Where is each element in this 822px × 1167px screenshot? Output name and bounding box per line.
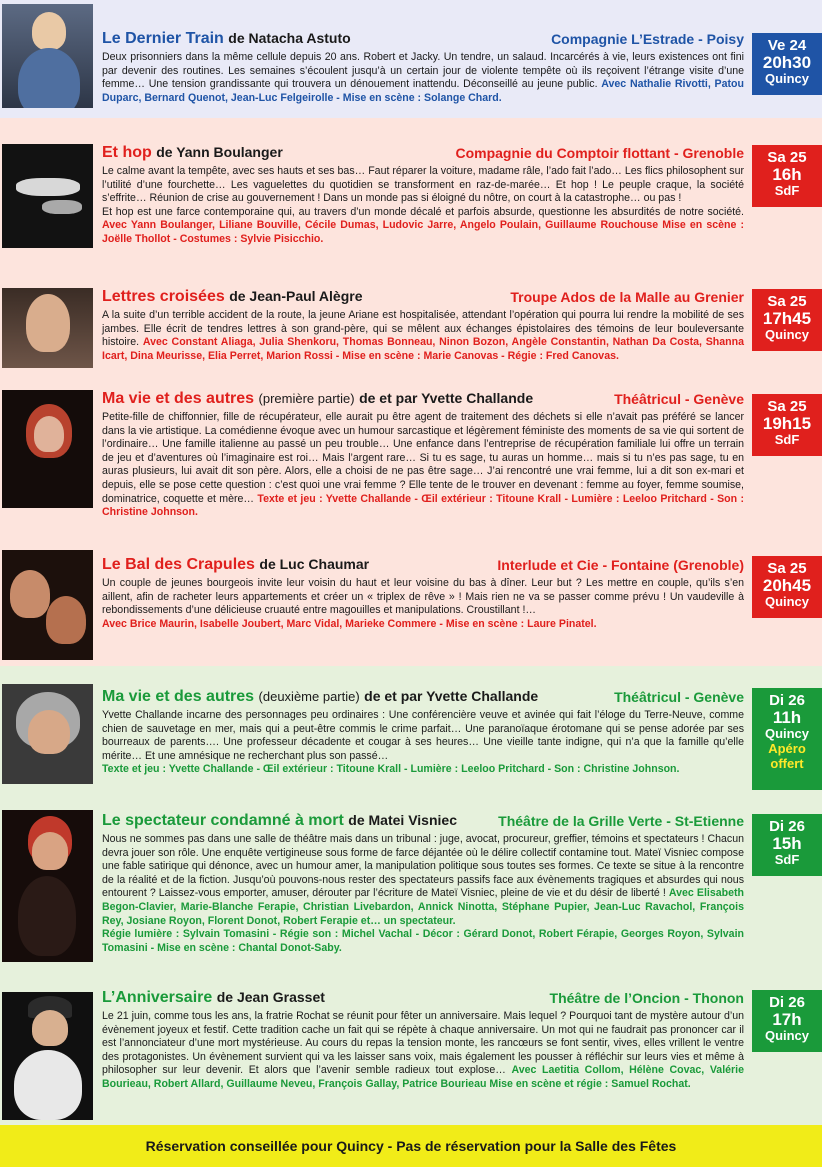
show-credits: Texte et jeu : Yvette Challande - Œil extérieur : Titoune Krall - Lumière : Leeloo Pritchard - Son : Christine Johnson. [102, 492, 744, 519]
show-description: Le 21 juin, comme tous les ans, la fratrie Rochat se réunit pour fêter un anniversaire. Mais lequel ? Pourquoi tant de mystère autour d’un évènement joyeux et festif. Cette tradition cache un fait qui se répète à chaque anniversaire. Un mot qui ne faudrait pas prononcer car il est l’annonciateur d’une mort mystérieuse. Au cours du repas la tension monte, les rancœurs se font sentir, vives, elles vrillent le ventre des protagonistes. Un évènement survient qui va les laisser sans voix, mais également les pousser à réfléchir sur leurs vies et même à philosopher sur leur devenir. Et alors que l’avenir semble radieux tout explose… [102, 1010, 744, 1077]
show-description: Nous ne sommes pas dans une salle de théâtre mais dans un tribunal : juge, avocat, procureur, greffier, témoins et spectateurs ! Chacun devra jouer son rôle. Une enquête vertigineuse sous forme de farce déjantée où le délire collectif contamine tout. Mateï Visniec compose une fable satirique qui dénonce, avec un humour amer, la manipulation politique sous toutes ses formes. Ce texte se situe à la rencontre de la réalité et de la fiction. Jusqu’où pouvons-nous rester des spectateurs passifs face aux évènements tragiques et absurdes qui nous entourent ? Laissez-vous emporter, amuser, dérouter par l’écriture de Mateï Visniec, pleine de vie et du désir de liberté ! [102, 833, 744, 900]
show-venue: Quincy [764, 71, 810, 86]
show-author: de et par Yvette Challande [364, 688, 539, 704]
show-content [102, 812, 744, 955]
show-description: Le calme avant la tempête, avec ses hauts et ses bas… Faut réparer la voiture, madame râle, l’ado fait l’ado… Les flics philosophent sur l’utilité d’une fourchette… Les vaguelettes du quotidien se transforment en raz-de-marée… Et hop ! Le peuple craque, la société s’effrite… Réunion de crise au gouvernement ! Dans un monde pas si éloigné du nôtre, on court à la catastrophe… ou pas ! [102, 165, 744, 205]
show-day: Di 26 [769, 994, 805, 1011]
show-date-badge [752, 394, 822, 456]
show-8 [0, 976, 822, 1125]
show-2 [0, 118, 822, 272]
show-description-2: Et hop est une farce contemporaine qui, au travers d’un monde décalé et parfois absurde, questionne les absurdités de notre société. [102, 205, 744, 218]
show-company: Théâtre de l’Oncion - Thonon [549, 990, 744, 1006]
show-venue: SdF [774, 183, 800, 198]
show-photo [2, 4, 93, 108]
show-description: Deux prisonniers dans la même cellule depuis 20 ans. Robert et Jacky. Un tendre, un salaud. Incarcérés à vie, leurs existences ont fini par devenir des routines. Les semaines s’écoulent jusqu’à un certain jour de violente tempête où ils reçoivent l’étrange visite d’une femme… Une tension grandissante qui trouvera un dénouement inattendu. Déconseillé au jeune public. [102, 51, 744, 91]
show-description: Petite-fille de chiffonnier, fille de récupérateur, elle aurait pu être agent de traitement des déchets si elle n’avait pas préféré se lancer dans la vie artistique. La comédienne évoque avec un humour sarcastique et légèrement féministe des moments de sa vie qui sortent de l’ordinaire… Une famille italienne au passé un peu trouble… Une enfance dans l’entreprise de récupération familiale lui offre un terrain de jeu et d’aventures où l’imaginaire est roi… Mais l’argent rare… Si tu es sage, tu auras un homme… mais si tu n’es pas sage, tu en auras plusieurs, lui avait dit son père. Alors, elle a choisi de ne pas être sage… J’ai rencontré une vrai femme, lui a dit son ex-mari et depuis, elle se pose cette question : c’est quoi une vrai femme ? Elle tente de le trouver en devenant : femme au foyer, femme soumise, dominatrice, coquette et mère… [102, 411, 744, 505]
show-day: Di 26 [769, 818, 805, 835]
show-credits: Avec Constant Aliaga, Julia Shenkoru, Thomas Bonneau, Ninon Bozon, Angèle Constantin, Nathan Da Costa, Shanna Icart, Dina Meurisse, Elia Perret, Marion Rossi - Mise en scène : Marie Canovas - Régie : Fred Canovas. [102, 336, 744, 362]
show-title: Le Bal des Crapules [102, 556, 255, 573]
show-time: 20h30 [762, 53, 812, 72]
show-1 [0, 0, 822, 118]
show-title: L’Anniversaire [102, 989, 213, 1006]
show-venue: Quincy [764, 327, 810, 342]
show-time: 20h45 [762, 576, 812, 595]
show-content [102, 144, 744, 247]
show-description: Yvette Challande incarne des personnages peu ordinaires : Une conférencière veuve et avinée qui fait l’éloge du Terre-Neuve, comme chien de sauvetage en mer, mais qui a peut-être commis le crime parfait… Une paranoïaque érotomane qui se pense adorée par ses bourreaux de parents…. Une professeur décadente et cougar à ses heures… Une vieille tante indigne, qui n’a que la famille qu’elle mérite… Et une amnésique ne recherchant plus son passé… [102, 709, 744, 762]
show-author: de Jean Grasset [216, 989, 325, 1005]
show-time: 17h [772, 1010, 802, 1029]
show-company: Théâtricul - Genève [614, 689, 744, 705]
show-content [102, 688, 744, 777]
show-day: Ve 24 [767, 37, 807, 54]
show-6 [0, 666, 822, 796]
show-photo [2, 144, 93, 248]
show-time: 19h15 [762, 414, 812, 433]
show-day: Sa 25 [767, 293, 807, 310]
show-author: de Yann Boulanger [156, 144, 283, 160]
show-date-badge [752, 33, 822, 95]
show-author: de Luc Chaumar [259, 556, 370, 572]
show-date-badge [752, 556, 822, 618]
show-photo [2, 390, 93, 508]
show-company: Compagnie du Comptoir flottant - Grenoble [455, 145, 744, 161]
show-day: Sa 25 [767, 149, 807, 166]
show-date-badge [752, 814, 822, 876]
show-company: Interlude et Cie - Fontaine (Grenoble) [497, 557, 744, 573]
show-date-badge [752, 688, 822, 790]
show-content [102, 989, 744, 1092]
show-title: Le spectateur condamné à mort [102, 812, 344, 829]
show-venue: Quincy [764, 1028, 810, 1043]
show-author: de et par Yvette Challande [359, 390, 534, 406]
show-company: Théâtricul - Genève [614, 391, 744, 407]
show-date-badge [752, 990, 822, 1052]
show-title: Le Dernier Train [102, 30, 224, 47]
show-photo [2, 810, 93, 962]
show-3 [0, 272, 822, 378]
show-time: 16h [772, 165, 802, 184]
show-credits: Avec Yann Boulanger, Liliane Bouville, Cécile Dumas, Ludovic Jarre, Angelo Poulain, Guillaume Rouchouse Mise en scène : Joëlle Thollot - Costumes : Sylvie Pisicchio. [102, 219, 744, 245]
show-photo [2, 992, 93, 1120]
show-part-note: (deuxième partie) [258, 689, 360, 704]
show-technical-credits: Régie lumière : Sylvain Tomasini - Régie son : Michel Vachal - Décor : Gérard Donot, Robert Férapie, Georges Royon, Sylvain Tomasini - Mise en scène : Chantal Donot-Saby. [102, 928, 744, 954]
show-content [102, 390, 744, 520]
show-credits: Avec Nathalie Rivotti, Patou Duparc, Bernard Quenot, Jean-Luc Felgeirolle - Mise en scène : Solange Chard. [102, 78, 744, 104]
show-day: Sa 25 [767, 398, 807, 415]
show-content [102, 30, 744, 105]
show-part-note: (première partie) [258, 391, 355, 406]
show-credits: Avec Elisabeth Begon-Clavier, Marie-Blanche Ferapie, Christian Livebardon, Annick Ninotta, Stéphane Pupier, Jean-Luc Ravachol, François Rey, Josiane Royon, Florent Donot, Robert Ferapie et… un spectateur. [102, 887, 744, 927]
show-author: de Natacha Astuto [228, 30, 351, 46]
show-time: 11h [772, 708, 802, 727]
show-date-badge [752, 289, 822, 351]
show-5 [0, 540, 822, 666]
show-4 [0, 378, 822, 540]
show-credits: Avec Laetitia Collom, Hélène Covac, Valérie Bourieau, Robert Allard, Guillaume Neveu, François Gallay, Patrice Bourieau Mise en scène et régie : Samuel Rochat. [102, 1064, 744, 1090]
show-photo [2, 288, 93, 368]
show-description: A la suite d’un terrible accident de la route, la jeune Ariane est hospitalisée, attendant l’opération qui pourra lui rendre la mobilité de ses jambes. Elle écrit de tendres lettres à son grand-père, qui se mêlent aux échanges épistolaires des témoins de leur bouleversante histoire. [102, 309, 744, 349]
reservation-footer: Réservation conseillée pour Quincy - Pas de réservation pour la Salle des Fêtes [0, 1125, 822, 1167]
show-date-badge [752, 145, 822, 207]
show-7 [0, 796, 822, 976]
show-title: Et hop [102, 144, 152, 161]
show-venue: Quincy [764, 726, 810, 741]
show-venue: SdF [774, 852, 800, 867]
show-photo [2, 684, 93, 784]
show-credits: Texte et jeu : Yvette Challande - Œil extérieur : Titoune Krall - Lumière : Leeloo Pritchard - Son : Christine Johnson. [102, 763, 680, 776]
show-content [102, 556, 744, 631]
show-time: 15h [772, 834, 802, 853]
show-content [102, 288, 744, 363]
show-photo [2, 550, 93, 660]
show-day: Sa 25 [767, 560, 807, 577]
show-author: de Matei Visniec [348, 812, 457, 828]
show-venue: Quincy [764, 594, 810, 609]
show-author: de Jean-Paul Alègre [229, 288, 363, 304]
show-title: Lettres croisées [102, 288, 225, 305]
show-title: Ma vie et des autres [102, 688, 255, 705]
show-company: Troupe Ados de la Malle au Grenier [510, 289, 744, 305]
show-day: Di 26 [769, 692, 805, 709]
show-time: 17h45 [762, 309, 812, 328]
show-venue: SdF [774, 432, 800, 447]
show-extra: Apéro offert [768, 741, 806, 771]
show-title: Ma vie et des autres [102, 390, 255, 407]
show-company: Théâtre de la Grille Verte - St-Etienne [498, 813, 744, 829]
show-company: Compagnie L’Estrade - Poisy [551, 31, 744, 47]
show-credits: Avec Brice Maurin, Isabelle Joubert, Marc Vidal, Marieke Commere - Mise en scène : Laure Pinatel. [102, 617, 597, 630]
show-description: Un couple de jeunes bourgeois invite leur voisin du haut et leur voisine du bas à dîner. Leur but ? Les mettre en couple, qu’ils s’en aillent, afin de racheter leurs appartements et créer un « triplex de rêve » ! Mais rien ne va se passer comme prévu ! Un vaudeville à rebondissements d’une délicieuse cruauté entre magouilles et manipulations. Croustillant !… [102, 577, 744, 617]
